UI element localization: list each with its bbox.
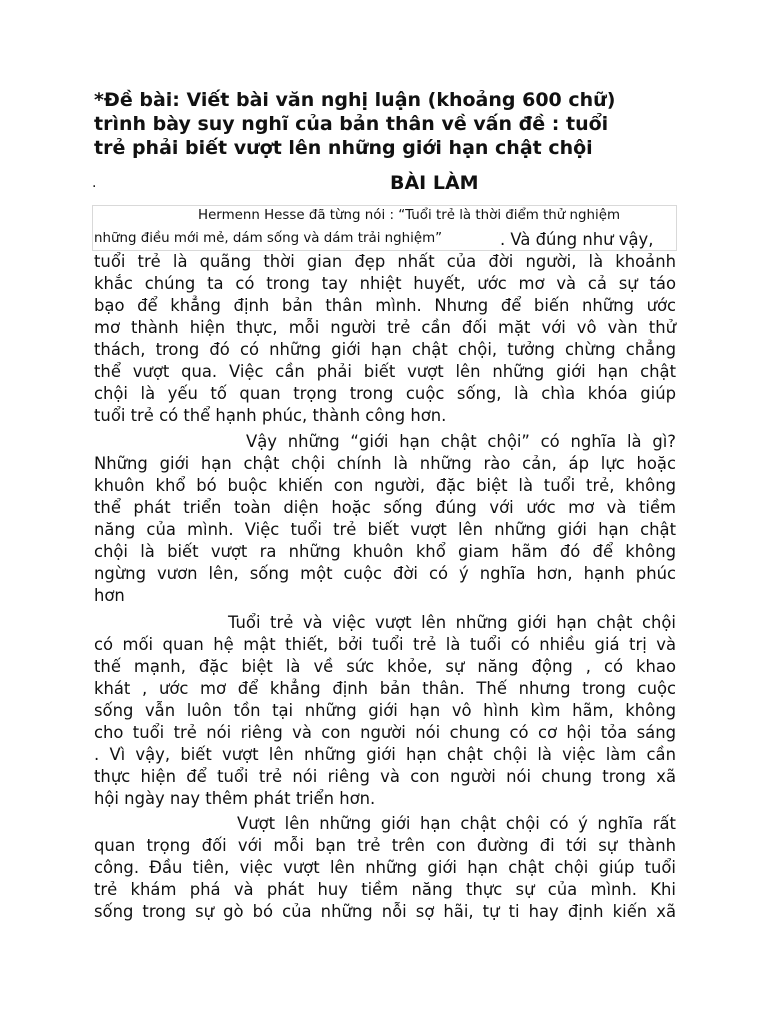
paragraph-line: chội là yếu tố quan trọng trong cuộc sống, là chìa khóa giúp xyxy=(94,384,676,403)
paragraph-line: chội là biết vượt ra những khuôn khổ giam hãm đó để không xyxy=(94,542,676,561)
paragraph-4 xyxy=(94,813,676,923)
paragraph-line: ngừng vươn lên, sống một cuộc đời có ý nghĩa hơn, hạnh phúc xyxy=(94,564,676,583)
paragraph-line: trẻ khám phá và phát huy tiềm năng thực sự của mình. Khi xyxy=(94,880,676,899)
paragraph-line: có mối quan hệ mật thiết, bởi tuổi trẻ là tuổi có nhiều giá trị và xyxy=(94,635,676,654)
paragraph-line: hơn xyxy=(94,586,125,605)
paragraph-line: bạo để khẳng định bản thân mình. Nhưng để biến những ước xyxy=(94,296,676,315)
paragraph-line: thể vượt qua. Việc cần phải biết vượt lên những giới hạn chật xyxy=(94,362,676,381)
paragraph-line: thể phát triển toàn diện hoặc sống đúng với ước mơ và tiềm xyxy=(94,498,676,517)
paragraph-line: tuổi trẻ là quãng thời gian đẹp nhất của đời người, là khoảnh xyxy=(94,252,676,271)
essay-prompt-heading xyxy=(94,88,684,160)
paragraph-line: Vậy những “giới hạn chật chội” có nghĩa là gì? xyxy=(246,432,676,451)
paragraph-3 xyxy=(94,612,676,810)
quote-line: những điều mới mẻ, dám sống và dám trải nghiệm” xyxy=(94,231,443,246)
paragraph-line: Tuổi trẻ và việc vượt lên những giới hạn chật chội xyxy=(228,613,676,632)
quote-line: Hermenn Hesse đã từng nói : “Tuổi trẻ là thời điểm thử nghiệm xyxy=(198,208,621,223)
paragraph-line: mơ thành hiện thực, mỗi người trẻ cần đối mặt với vô vàn thử xyxy=(94,318,676,337)
paragraph-line: thực hiện để tuổi trẻ nói riêng và con người nói chung trong xã xyxy=(94,767,676,786)
paragraph-line: khát , ước mơ để khẳng định bản thân. Thế nhưng trong cuộc xyxy=(94,679,676,698)
paragraph-line: năng của mình. Việc tuổi trẻ biết vượt lên những giới hạn chật xyxy=(94,520,676,539)
paragraph-line: cho tuổi trẻ nói riêng và con người nói chung có cơ hội tỏa sáng xyxy=(94,723,676,742)
paragraph-line: sống vẫn luôn tồn tại những giới hạn vô hình kìm hãm, không xyxy=(94,701,676,720)
paragraph-line: tuổi trẻ có thể hạnh phúc, thành công hơn. xyxy=(94,406,447,425)
paragraph-line: Vượt lên những giới hạn chật chội có ý nghĩa rất xyxy=(237,814,676,833)
dot-marker: . xyxy=(92,175,97,191)
paragraph-2 xyxy=(94,431,676,607)
paragraph-line: sống trong sự gò bó của những nỗi sợ hãi, tự ti hay định kiến xã xyxy=(94,902,676,921)
paragraph-line: khuôn khổ bó buộc khiến con người, đặc biệt là tuổi trẻ, không xyxy=(94,476,676,495)
paragraph-line: công. Đầu tiên, việc vượt lên những giới hạn chật chội giúp tuổi xyxy=(94,858,676,877)
heading-line: trẻ phải biết vượt lên những giới hạn chật chội xyxy=(94,137,593,159)
paragraph-1 xyxy=(94,229,676,427)
heading-line: *Đề bài: Viết bài văn nghị luận (khoảng 600 chữ) xyxy=(94,89,616,111)
paragraph-line: hội ngày nay thêm phát triển hơn. xyxy=(94,789,376,808)
paragraph-line: . Và đúng như vậy, xyxy=(500,230,654,249)
paragraph-line: khắc chúng ta có trong tay nhiệt huyết, ước mơ và cả sự táo xyxy=(94,274,676,293)
paragraph-line: thách, trong đó có những giới hạn chật chội, tưởng chừng chẳng xyxy=(94,340,676,359)
paragraph-line: Những giới hạn chật chội chính là những rào cản, áp lực hoặc xyxy=(94,454,676,473)
heading-line: trình bày suy nghĩ của bản thân về vấn đề : tuổi xyxy=(94,113,609,135)
paragraph-line: . Vì vậy, biết vượt lên những giới hạn chật chội là việc làm cần xyxy=(94,745,676,764)
paragraph-line: quan trọng đối với mỗi bạn trẻ trên con đường đi tới sự thành xyxy=(94,836,676,855)
paragraph-line: thế mạnh, đặc biệt là về sức khỏe, sự năng động , có khao xyxy=(94,657,676,676)
section-title: BÀI LÀM xyxy=(390,172,479,194)
